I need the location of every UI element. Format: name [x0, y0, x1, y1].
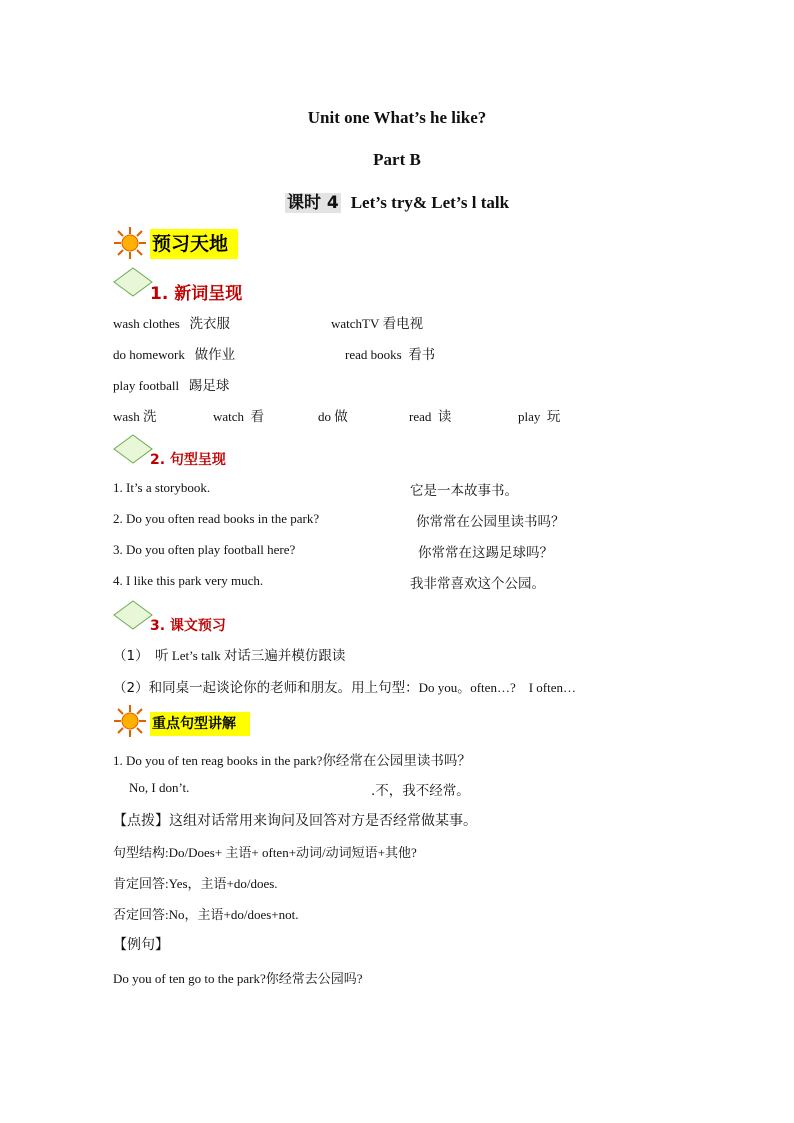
- lesson-topic: Let’s try& Let’s l talk: [350, 193, 510, 212]
- positive-answer-line: 肯定回答:Yes，主语+do/does.: [113, 876, 278, 891]
- word-do: do 做: [318, 409, 348, 425]
- word-read: read 读: [409, 409, 452, 425]
- preview-banner: 预习天地: [150, 229, 238, 259]
- section-sentences-title: 2. 句型呈现: [150, 452, 226, 468]
- preview-item-1: （1） 听 Let’s talk 对话三遍并模仿跟读: [113, 648, 346, 664]
- structure-line: 句型结构:Do/Does+ 主语+ often+动词/动词短语+其他?: [113, 845, 417, 860]
- sentence-3-zh: 你常常在这踢足球吗？: [418, 545, 553, 561]
- diamond-icon: [113, 600, 153, 630]
- sun-icon: [113, 226, 147, 260]
- section-new-words-title: 1. 新词呈现: [150, 284, 243, 304]
- word-play-football: play football 踢足球: [113, 378, 230, 394]
- example-sentence: Do you of ten go to the park?你经常去公园吗?: [113, 971, 363, 986]
- sentence-1-en: 1. It’s a storybook.: [113, 480, 211, 495]
- word-wash: wash 洗: [113, 409, 157, 425]
- sentence-4-en: 4. I like this park very much.: [113, 573, 264, 588]
- word-play: play 玩: [518, 409, 561, 425]
- sentence-2-en: 2. Do you often read books in the park?: [113, 511, 320, 526]
- tip-label: 【点拨】: [113, 813, 169, 829]
- tip-line: [113, 810, 477, 830]
- diamond-icon: [113, 434, 153, 464]
- word-wash-clothes: wash clothes 洗衣服: [113, 316, 231, 332]
- diamond-icon: [113, 267, 153, 297]
- preview-item-2: （2）和同桌一起谈论你的老师和朋友。用上句型：Do you。often…? I often…: [113, 680, 577, 696]
- key-question: 1. Do you of ten reag books in the park?你经常在公园里读书吗？: [113, 753, 471, 769]
- word-do-homework: do homework 做作业: [113, 347, 236, 363]
- lesson-label: 课时 4: [286, 193, 339, 213]
- sun-icon: [113, 704, 147, 738]
- key-answer-en: No, I don’t.: [129, 780, 190, 795]
- negative-answer-line: 否定回答:No，主语+do/does+not.: [113, 907, 299, 922]
- example-label: 【例句】: [113, 937, 169, 953]
- tip-text: 这组对话常用来询问及回答对方是否经常做某事。: [169, 813, 477, 829]
- lesson-title: [0, 188, 794, 213]
- unit-title: Unit one What’s he like?: [307, 108, 487, 127]
- word-read-books: read books 看书: [345, 347, 436, 363]
- key-answer-zh: .不，我不经常。: [371, 783, 470, 799]
- sentence-3-en: 3. Do you often play football here?: [113, 542, 296, 557]
- sentence-4-zh: 我非常喜欢这个公园。: [410, 576, 545, 592]
- part-title: Part B: [373, 150, 421, 169]
- sentence-1-zh: 它是一本故事书。: [410, 483, 518, 499]
- key-sentences-banner: 重点句型讲解: [150, 712, 250, 736]
- sentence-2-zh: 你常常在公园里读书吗？: [416, 514, 565, 530]
- section-preview-title: 3. 课文预习: [150, 618, 226, 634]
- word-watch-tv: watchTV 看电视: [331, 316, 424, 332]
- word-watch: watch 看: [213, 409, 265, 425]
